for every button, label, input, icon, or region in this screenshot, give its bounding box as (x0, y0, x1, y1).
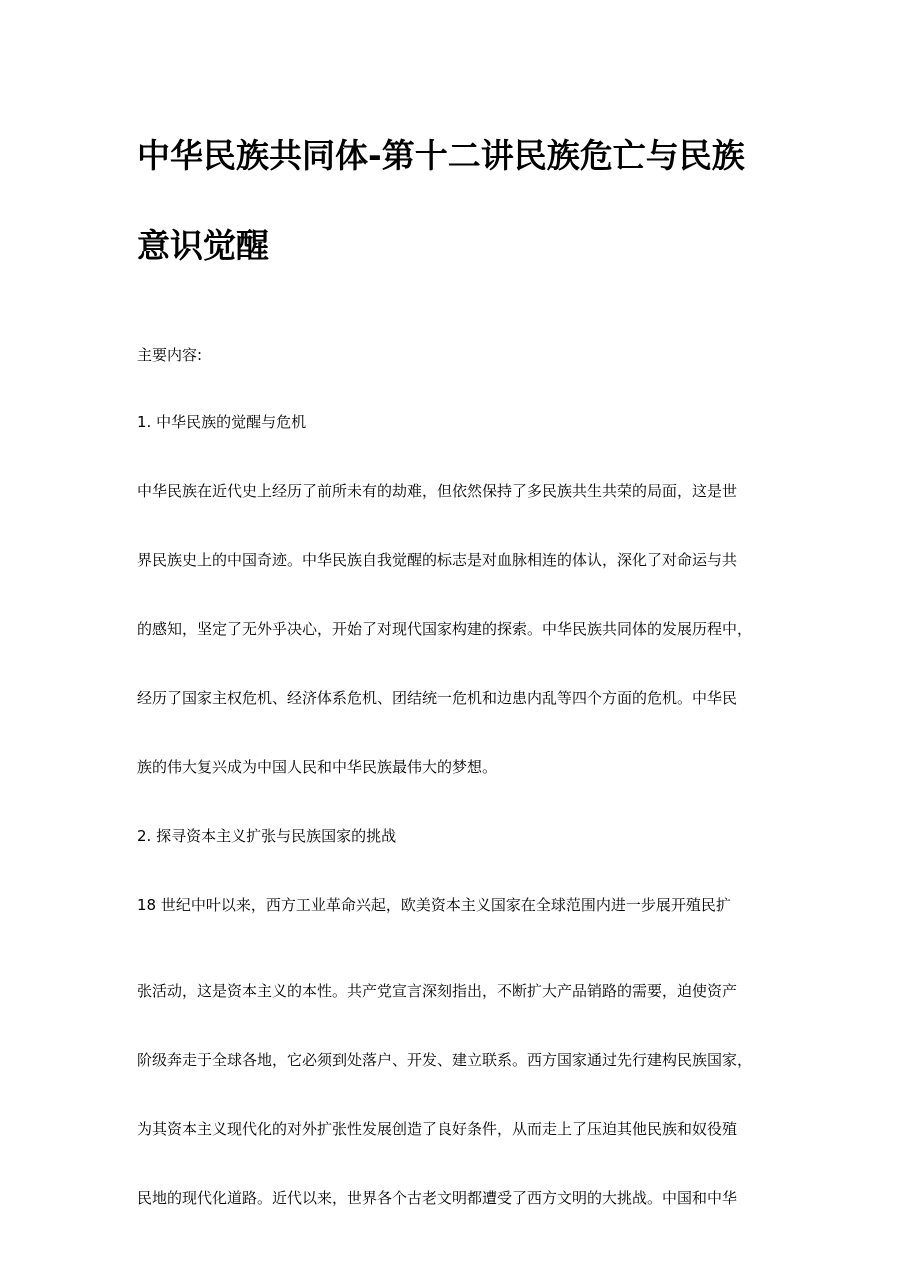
section-2-paragraph-line: 张活动，这是资本主义的本性。共产党宣言深刻指出，不断扩大产品销路的需要，迫使资产 (137, 982, 738, 1000)
section-1-heading: 1. 中华民族的觉醒与危机 (137, 413, 307, 431)
section-1-paragraph-line: 经历了国家主权危机、经济体系危机、团结统一危机和边患内乱等四个方面的危机。中华民 (137, 689, 738, 707)
section-2-paragraph-line: 阶级奔走于全球各地，它必须到处落户、开发、建立联系。西方国家通过先行建构民族国家， (137, 1051, 753, 1069)
intro-label: 主要内容: (137, 346, 203, 364)
section-2-paragraph-line: 民地的现代化道路。近代以来，世界各个古老文明都遭受了西方文明的大挑战。中国和中华 (137, 1189, 738, 1207)
section-1-paragraph-line: 界民族史上的中国奇迹。中华民族自我觉醒的标志是对血脉相连的体认，深化了对命运与共 (137, 551, 738, 569)
document-title-line-2: 意识觉醒 (137, 226, 269, 265)
section-2-paragraph-line: 18 世纪中叶以来，西方工业革命兴起，欧美资本主义国家在全球范围内进一步展开殖民扩 (137, 896, 731, 914)
section-1-paragraph-line: 族的伟大复兴成为中国人民和中华民族最伟大的梦想。 (137, 758, 498, 776)
section-2-heading: 2. 探寻资本主义扩张与民族国家的挑战 (137, 827, 397, 845)
section-2-paragraph-line: 为其资本主义现代化的对外扩张性发展创造了良好条件，从而走上了压迫其他民族和奴役殖 (137, 1120, 738, 1138)
section-1-paragraph-line: 的感知，坚定了无外乎决心，开始了对现代国家构建的探索。中华民族共同体的发展历程中， (137, 620, 753, 638)
section-1-paragraph-line: 中华民族在近代史上经历了前所未有的劫难，但依然保持了多民族共生共荣的局面，这是世 (137, 482, 738, 500)
document-title-line-1: 中华民族共同体-第十二讲民族危亡与民族 (137, 136, 745, 175)
